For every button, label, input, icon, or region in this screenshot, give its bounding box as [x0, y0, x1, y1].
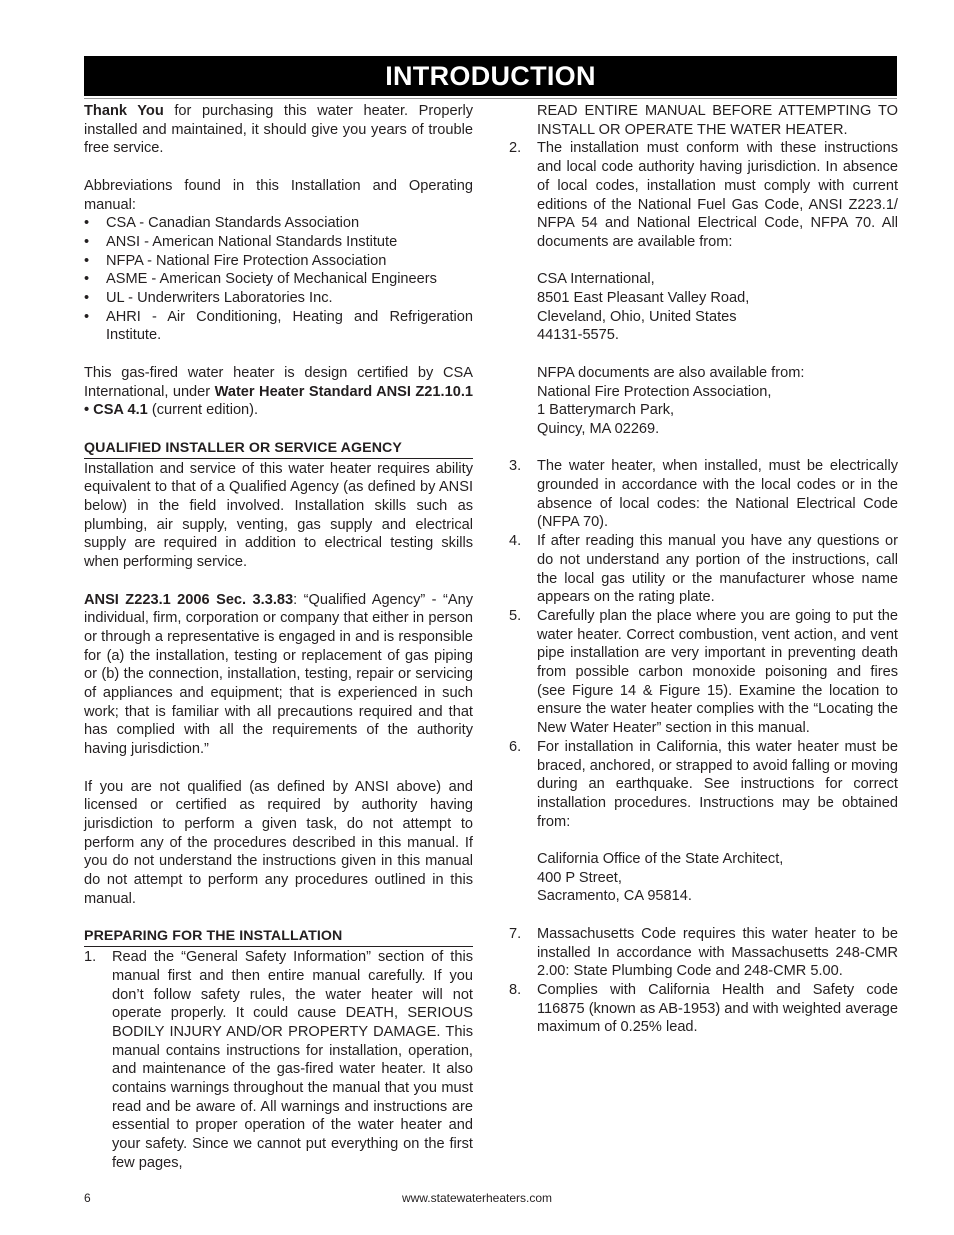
thank-you-lead: Thank You [84, 103, 164, 119]
footer-url: www.statewaterheaters.com [401, 1191, 553, 1205]
list-item: • ASME - American Society of Mechanical Engineers [84, 271, 437, 288]
numbered-item-4: 4. If after reading this manual you have any questions or do not understand any portion of the instructions, call the local gas utility or the manufacturer whose name appears on the rating plate. [509, 533, 898, 606]
list-item: • CSA - Canadian Standards Association [84, 215, 360, 232]
bullet-icon: • [84, 252, 90, 269]
numbered-item-1: 1. Read the “General Safety Information” section of this manual first and then entire manual carefully. If you don’t follow safety rules, the water heater will not operate properly. It could cause DEATH, SERIOUS BODILY INJURY AND/OR PROPERTY DAMAGE. This manual contains instructions for installation, operation, and maintenance of the gas-fired water heater. It also contains warnings throughout the manual that you must read and be aware of. All warnings and instructions are essential to proper operation of the water heater and your safety. Since we cannot put everything on the first few pages, [84, 949, 473, 1171]
right-column [509, 102, 898, 1037]
numbered-item-2: 2. The installation must conform with these instructions and local code authority having jurisdiction. In absence of local codes, installation must comply with current editions of the National Fuel Gas Code, ANSI Z223.1/ NFPA 54 and National Electrical Code, NFPA 70. All documents are available from: [509, 140, 898, 250]
abbreviations-intro: Abbreviations found in this Installation and Operating manual: [84, 177, 473, 213]
not-qualified-paragraph: If you are not qualified (as defined by ANSI above) and licensed or certified as required by authority having jurisdiction to perform a given task, do not attempt to perform any of the procedures described in this manual. If you do not understand the instructions given in this manual do not attempt to perform any procedures outlined in this manual. [84, 778, 473, 907]
title-divider [84, 98, 897, 99]
ansi-reference: ANSI Z223.1 2006 Sec. 3.3.83 [84, 591, 294, 608]
bullet-icon: • [84, 271, 90, 288]
thank-you-paragraph [84, 102, 473, 158]
standard-reference: Water Heater Standard ANSI Z21.10.1 • CSA 4.1 [84, 383, 473, 419]
page-number: 6 [84, 1191, 91, 1205]
preparing-installation-heading: PREPARING FOR THE INSTALLATION [84, 927, 473, 947]
numbered-item-7: 7. Massachusetts Code requires this water heater to be installed In accordance with Massachusetts 248-CMR 2.00: State Plumbing Code and 248-CMR 5.00. [509, 925, 898, 980]
abbreviations-list [84, 214, 473, 345]
numbered-item-3: 3. The water heater, when installed, must be electrically grounded in accordance with the local codes or in the absence of local codes: the National Electrical Code (NFPA 70). [509, 458, 898, 531]
list-item: • UL - Underwriters Laboratories Inc. [84, 290, 333, 307]
left-column [84, 102, 473, 1173]
bullet-icon: • [84, 215, 90, 232]
bullet-icon: • [84, 290, 90, 307]
thank-you-text: for purchasing this water heater. Properly installed and maintained, it should give you years of trouble free service. [84, 103, 473, 157]
list-item: • ANSI - American National Standards Institute [84, 233, 398, 250]
nfpa-address: NFPA documents are also available from: National Fire Protection Association, 1 Batterymarch Park, Quincy, MA 02269. [537, 364, 805, 437]
bullet-icon: • [84, 233, 90, 250]
qualified-installer-heading: QUALIFIED INSTALLER OR SERVICE AGENCY [84, 439, 473, 459]
california-address: California Office of the State Architect, 400 P Street, Sacramento, CA 95814. [537, 851, 784, 905]
numbered-item-5: 5. Carefully plan the place where you are going to put the water heater. Correct combustion, vent action, and vent pipe installation are very important in preventing death from possible carbon monoxide poisoning and fires (see Figure 14 & Figure 15). Examine the location to ensure the water heater complies with the “Locating the New Water Heater” section in this manual. [509, 607, 898, 737]
ansi-definition-paragraph: ANSI Z223.1 2006 Sec. 3.3.83: “Qualified Agency” - “Any individual, firm, corporation or company that either in person or through a representative is engaged in and is responsible for (a) the installation, testing or replacement of gas piping or (b) the connection, installation, testing, repair or servicing of appliances and equipment; that is experienced in such work; that is familiar with all precautions required and that has complied with all the requirements of the authority having jurisdiction.” [84, 591, 473, 758]
certification-paragraph: This gas-fired water heater is design certified by CSA International, under Water Heater Standard ANSI Z21.10.1 • CSA 4.1 (current edition). [84, 364, 473, 419]
qualified-installer-paragraph: Installation and service of this water heater requires ability equivalent to that of a Qualified Agency (as defined by ANSI below) in the field involved. Installation skills such as plumbing, air supply, venting, gas supply and electrical supply are required in addition to electrical testing skills when performing service. [84, 460, 473, 571]
section-title-banner: INTRODUCTION [84, 56, 897, 96]
numbered-item-8: 8. Complies with California Health and Safety code 116875 (known as AB-1953) and with weighted average maximum of 0.25% lead. [509, 981, 898, 1036]
list-item: • AHRI - Air Conditioning, Heating and Refrigeration Institute. [84, 308, 473, 344]
numbered-item-1-continued: READ ENTIRE MANUAL BEFORE ATTEMPTING TO INSTALL OR OPERATE THE WATER HEATER. [537, 103, 898, 138]
csa-address: CSA International, 8501 East Pleasant Valley Road, Cleveland, Ohio, United States 44131-5575. [537, 271, 750, 344]
bullet-icon: • [84, 308, 90, 325]
numbered-item-6: 6. For installation in California, this water heater must be braced, anchored, or strapped to avoid falling or moving during an earthquake. See instructions for correct installation procedures. Instructions may be obtained from: [509, 738, 899, 830]
list-item: • NFPA - National Fire Protection Association [84, 252, 387, 269]
